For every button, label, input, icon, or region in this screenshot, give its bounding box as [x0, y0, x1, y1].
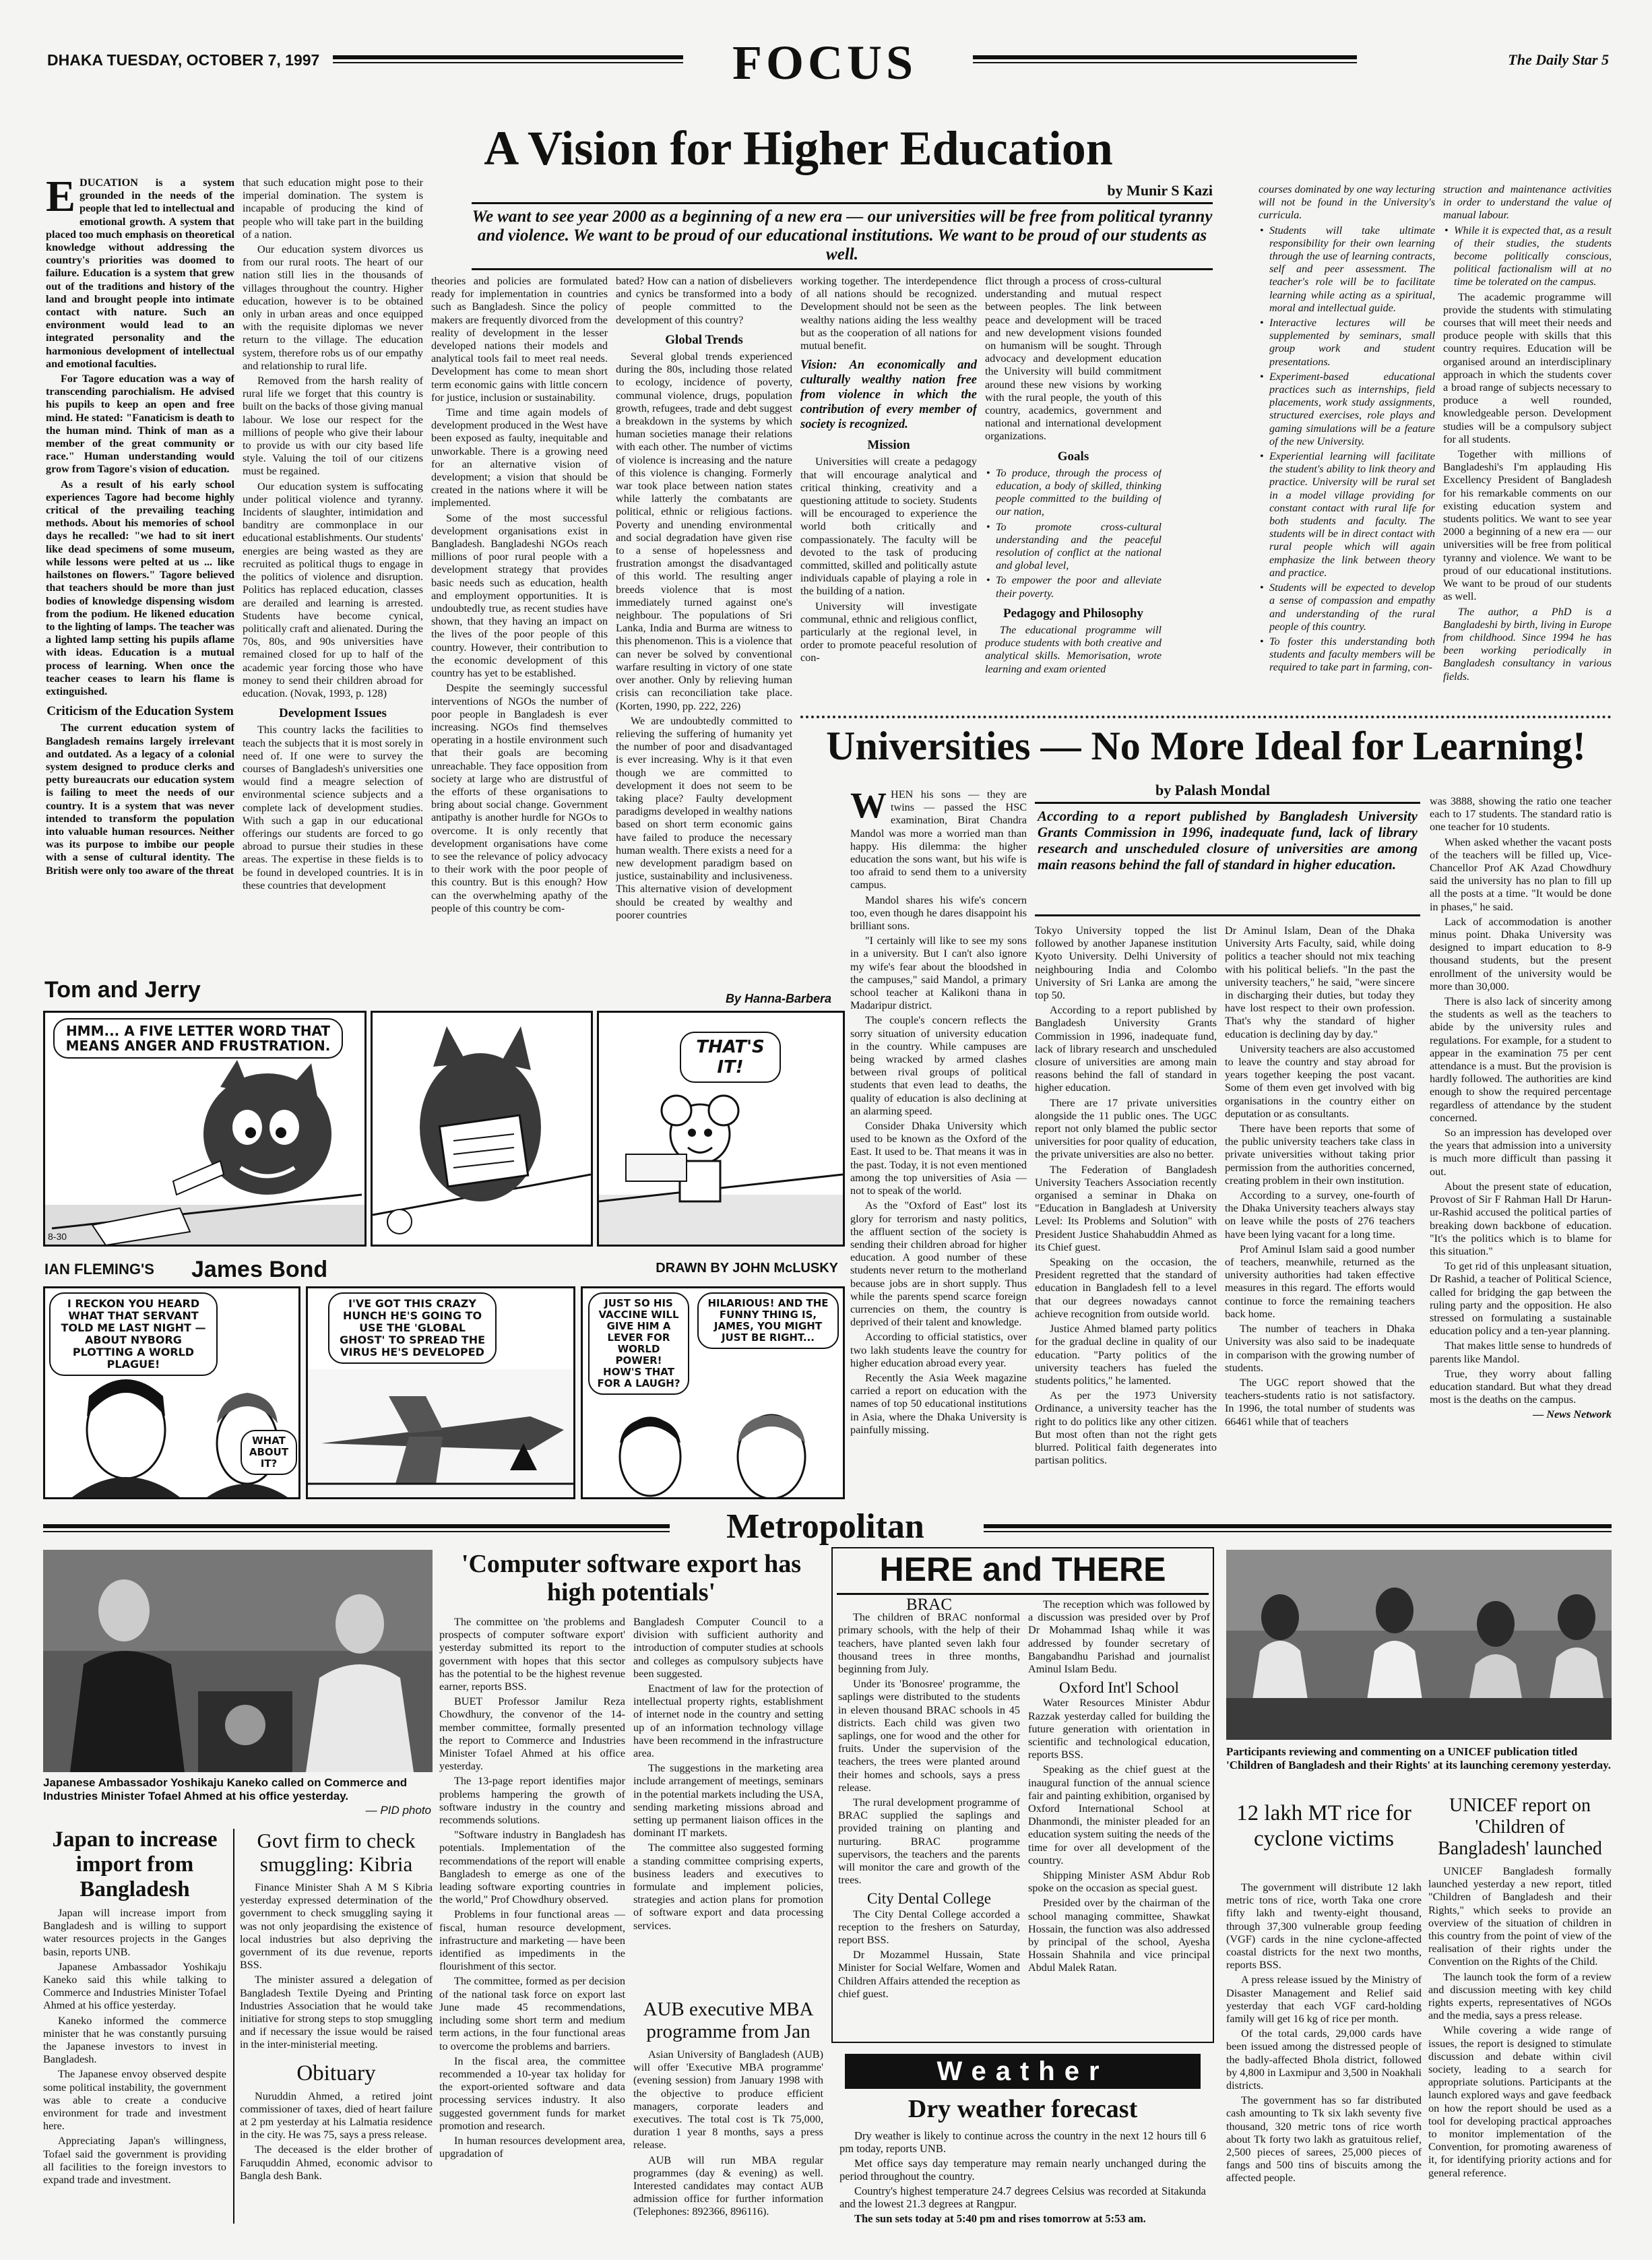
section-title: FOCUS [732, 36, 918, 90]
universities-para: Lack of accommodation is another minus point. Dhaka University was designed to impart education to 8-9 thousand students, but the present enrollment of the university would be more than 30,000. [1430, 915, 1612, 993]
vision-para: working together. The interdependence of all nations should be recognized. Development should not be seen as the wealthy nations aiding the less wealthy but as the cooperation of all nations for mutual benefit. [800, 275, 977, 352]
vision-subhead: Criticism of the Education System [46, 704, 234, 719]
software-para: "Software industry in Bangladesh has potentials. Implementation of the recommendations of the report will enable Bangladesh to emerge as one of the leading software exporting countries in the world," Prof Chowdhury observed. [439, 1829, 625, 1906]
weather-para: Dry weather is likely to continue across the country in the next 12 hours till 6 pm today, reports UNB. [839, 2129, 1206, 2155]
oxford-para: Shipping Minister ASM Abdur Rob spoke on the occasion as special guest. [1028, 1869, 1210, 1895]
weather-box [831, 2050, 1214, 2226]
software-para: The committee also suggested forming a standing committee comprising experts, business leaders and executives to formulate and implement policies, strategies and action plans for promotion of software export and data processing services. [633, 1842, 823, 1932]
james-bond-strip [43, 1257, 845, 1499]
universities-para: According to a report published by Bangladesh University Grants Commission in 1996, inadequate fund, lack of library research and unscheduled closure of universities are among main reasons behind the fall of standard in higher education. [1035, 1004, 1217, 1094]
tom-reading-illustration [373, 1013, 591, 1245]
obituary-para: Nuruddin Ahmed, a retired joint commissioner of taxes, died of heart failure at 2 pm yesterday at his Lalmatia residence in the city. He was 75, says a press release. [240, 2090, 433, 2141]
pedagogy-bullet: • To foster this understanding both students and faculty members will be required to take part in farming, con- [1259, 635, 1435, 674]
japan-article [43, 1907, 226, 2224]
oxford-para: Speaking as the chief guest at the inaugural function of the annual science fair and painting exhibition, organised by Oxford International School at Dhanmondi, the minister pleaded for an education system suiting the needs of the time for over all development of the country. [1028, 1763, 1210, 1866]
kibria-para: The minister assured a delegation of Bangladesh Textile Dyeing and Printing Industries Association that he would take initiative for strong steps to stop smuggling and if necessary the issue would be raised in the inter-ministerial meeting. [240, 1974, 433, 2051]
photo-credit: — PID photo [365, 1804, 431, 1817]
vision-deck-top-rule [472, 202, 1213, 204]
masthead-rule-right-2 [973, 62, 1357, 63]
weather-para: The sun sets today at 5:40 pm and rises tomorrow at 5:53 am. [854, 2212, 1146, 2225]
vision-para: For Tagore education was a way of transcending parochialism. He advised his pupils to keep an open and free mind. He stated: "Fanaticism is death to the human mind. Think of man as a member of the great community or race." Human understanding would grow from Tagore's vision of education. [46, 373, 234, 476]
speech-bubble: HILARIOUS! AND THE FUNNY THING IS, JAMES, YOU MIGHT JUST BE RIGHT... [697, 1292, 839, 1349]
vision-statement: Vision: An economically and culturally wealthy nation free from violence in which the contribution of every member of society is recognized. [800, 358, 977, 432]
vision-para: This country lacks the facilities to teach the subjects that it is most sorely in need of. If one were to survey the courses of Bangladesh's universities one would find a meagre selection of environmental science subjects and a complete lack of development studies. With such a gap in our educational offerings our students are forced to go abroad to pursue their studies in these areas. The expertise in these fields is to be found in developed countries. It is in these countries that development [243, 724, 423, 891]
japan-para: Japanese Ambassador Yoshikaju Kaneko said this while talking to Commerce and Industries Minister Tofael Ahmed at his office yesterday. [43, 1960, 226, 2012]
software-para: Enactment of law for the protection of intellectual property rights, establishment of internet node in the country and setting up of an information technology village have been recommend in the infrastructure area. [633, 1683, 823, 1760]
oxford-para: Water Resources Minister Abdur Razzak yesterday called for building the future generation with orientation in scientific and technological education, reports BSS. [1028, 1697, 1210, 1761]
universities-para: As per the 1973 University Ordinance, a university teacher has the right to do politics like any other citizen. But most often than not the right gets blurred. Political faith degenerates into partisan politics. [1035, 1389, 1217, 1467]
universities-para: There is also lack of sincerity among the students as well as the teachers to abide by the university rules and regulations. For example, for a student to appear in the examination 75 per cent attendance is a must. But the provision is hardly followed. The authorities are kind enough to show the required percentage regardless of attendance by the student concerned. [1430, 995, 1612, 1124]
universities-para: "I certainly will like to see my sons in a university. But I can't also ignore my wife's fear about the bloodshed in the campuses," said Mandol, a primary school teacher at Kalikoni thana in Madaripur district. [850, 935, 1027, 1012]
universities-para: That makes little sense to hundreds of parents like Mandol. [1430, 1340, 1612, 1365]
paper-page-number: The Daily Star 5 [1508, 51, 1609, 68]
tom-panel-3 [597, 1011, 845, 1247]
tom-and-jerry-strip [43, 977, 845, 1250]
vision-para: Removed from the harsh reality of rural life we forget that this country is built on the backs of those giving manual labour. We lose our respect for the millions of people who give their labour to provide us with our city based life style. Valuing the toil of our citizens must be regained. [243, 375, 423, 478]
dateline: DHAKA TUESDAY, OCTOBER 7, 1997 [47, 51, 320, 69]
unicef-photo [1226, 1550, 1612, 1740]
vision-para: We are undoubtedly committed to relieving the suffering of humanity yet the number of poor and disadvantaged is ever increasing. Why is it that even though we are committed to development it does not seem to be taking place? Faulty development paradigms developed in wealthy nations based on short term economic gains have failed to produce the necessary human wealth. There exists a need for a new development paradigm based on justice, sustainability and inclusiveness. This alternative vision of development should be created by wealthy and poorer countries [616, 714, 792, 921]
metro-rule-left-2 [43, 1531, 670, 1532]
vision-para: courses dominated by one way lecturing will not be found in the University's curricula. [1259, 183, 1435, 222]
pedagogy-bullet: • Students will be expected to develop a sense of compassion and empathy and understanding of the rural people of this country. [1259, 582, 1435, 633]
weather-headline: Dry weather forecast [908, 2095, 1138, 2123]
universities-deck [1035, 802, 1420, 916]
here-and-there-box [831, 1547, 1214, 2043]
vision-para: As a result of his early school experiences Tagore had become highly critical of the prevailing teaching methods. About his memories of school days he recalled: "we had to sit inert like dead specimens of some museum, while lessons were pelted at us ... like hailstones on flowers." Tagore believed that teachers should be more than just bodies of knowledge dispensing wisdom from the podium. He likened education to the lighting of lamps. The teacher was a lighted lamp setting his pupils aflame with ideas. Education is a mutual process of learning. When once the teacher ceases to learn his flame is extinguished. [46, 478, 234, 697]
aub-para: Asian University of Bangladesh (AUB) will offer 'Executive MBA programme' (evening session) from January 1998 with the objective to produce efficient managers, corporate leaders and executives. The total cost is Tk 75,000, duration 1 year 8 months, says a press release. [633, 2048, 823, 2152]
universities-column-4 [1430, 795, 1612, 1496]
weather-para: Met office says day temperature may remain nearly unchanged during the period throughout the country. [839, 2157, 1206, 2183]
vision-column-3 [431, 275, 608, 964]
pedagogy-bullet: • Experiment-based educational practices such as internships, field placements, work study assignments, structured exercises, role plays and gaming simulations will be a feature of the new University. [1259, 371, 1435, 448]
japan-para: Japan will increase import from Bangladesh and is willing to support water resources projects in the Ganges basin, reports UNB. [43, 1907, 226, 1958]
software-para: BUET Professor Jamilur Reza Chowdhury, the convenor of the 14-member committee, formally presented the report to Commerce and Industries Minister Tofael Ahmed at his office yesterday. [439, 1695, 625, 1773]
universities-para: University teachers are also accustomed to leave the country and stay abroad for years together keeping the post vacant. Some of them even get involved with big organisations in the country either on deputation or as consultants. [1225, 1042, 1415, 1120]
rice-para: Of the total cards, 29,000 cards have been issued among the distressed people of the badly-affected Bhola district, followed by 4,800 in Laxmipur and 3,500 in Noakhali districts. [1226, 2028, 1422, 2092]
software-para: The committee, formed as per decision of the national task force on export last June made 45 recommendations, including some short term and medium term actions, in the four functional areas to overcome the problems and barriers. [439, 1975, 625, 2052]
here-column-1 [838, 1598, 1020, 2040]
software-headline: 'Computer software export has high potentials' [461, 1550, 802, 1606]
universities-para: Speaking on the occasion, the President regretted that the standard of education in Bangladesh fell to a level that our degrees nowadays cannot achieve recognition from outside world. [1035, 1256, 1217, 1320]
vision-para: bated? How can a nation of disbelievers and cynics be transformed into a body of people committed to the development of this country? [616, 275, 792, 326]
vision-para: The educational programme will produce students with both creative and analytical skills. Memorisation, wrote learning and exam oriented [985, 624, 1162, 675]
universities-para: The UGC report showed that the teachers-students ratio is not satisfactory. In 1996, the total number of students was 66461 while that of teachers [1225, 1376, 1415, 1428]
goal-item: • To produce, through the process of education, a body of skilled, thinking people committed to the building of our nation, [985, 467, 1162, 519]
vision-column-4 [616, 275, 792, 964]
rice-para: The government has so far distributed cash amounting to Tk six lakh seventy five thousand, 320 metric tons of rice worth about Tk forty two lakh as gratuitous relief, 2,500 pieces of sarees, 25,000 pieces of fangs and 500 tins of biscuits among the affected people. [1226, 2094, 1422, 2185]
weather-banner-text: Weather [936, 2057, 1109, 2086]
masthead-rule-left [333, 55, 683, 59]
tom-date: 8-30 [48, 1231, 67, 1242]
vision-title: A Vision for Higher Education [484, 121, 1113, 175]
pedagogy-bullet: • Students will take ultimate responsibility for their own learning through the use of learning contracts, self and peer assessment. The teacher's role will be to facilitate learning while acting as a spiritual, moral and intellectual guide. [1259, 224, 1435, 315]
universities-deck-text: According to a report published by Bangladesh University Grants Commission in 1996, inadequate fund, lack of library research and unscheduled closure of universities are among main reasons behind the fall of standard in higher education. [1038, 808, 1418, 873]
here-rule [837, 1593, 1209, 1595]
universities-para: The Federation of Bangladesh University Teachers Association recently organised a seminar in Dhaka on "Education in Bangladesh at University Level: Its Problems and Solution" with President Justice Shahabuddin Ahmed as its Chief guest. [1035, 1163, 1217, 1253]
vision-byline: by Munir S Kazi [1107, 182, 1213, 199]
city-dental-headline: City Dental College [867, 1890, 991, 1908]
kibria-headline: Govt firm to check smuggling: Kibria [257, 1829, 416, 1876]
masthead-rule-left-2 [333, 62, 683, 63]
universities-para: The number of teachers in Dhaka University was also said to be inadequate in comparison with the growing number of students. [1225, 1323, 1415, 1374]
vision-para: struction and maintenance activities in order to understand the value of manual labour. [1443, 183, 1612, 222]
photo-caption: Japanese Ambassador Yoshikaju Kaneko called on Commerce and Industries Minister Tofael Ahmed at his office yesterday. [43, 1776, 408, 1802]
obituary-headline: Obituary [296, 2061, 376, 2085]
vision-column-8 [1443, 183, 1612, 706]
software-column-2 [633, 1616, 823, 1993]
goal-item: • To empower the poor and alleviate their poverty. [985, 574, 1162, 600]
software-para: The 13-page report identifies major problems hampering the growth of software industry in the country and recommends solutions. [439, 1775, 625, 1827]
vision-subhead: Pedagogy and Philosophy [1003, 606, 1143, 621]
ambassador-photo [43, 1550, 433, 1772]
vision-para: Our education system is suffocating under political violence and tyranny. Incidents of slaughter, intimidation and banditry are commonplace in our educational establishments. Our students' energies are being wasted as they are recruited as political thugs to engage in the politics of violence and disruption. Politics has replaced education, classes are derailed and learning is arrested. Students have become cynical, politically craft and alienated. During the 70s, 80s, and 90s universities have remained closed for up to half of the academic year forcing those who have money to send their children abroad for education. (Novak, 1993, p. 128) [243, 480, 423, 699]
vision-para: Several global trends experienced during the 80s, including those related to ecology, incidence of poverty, communal violence, drugs, population growth, refugees, trade and debt suggest a breakdown in the systems by which human societies manage their relations with each other. The number of victims of violence is increasing and the nature of this violence is changing. Formerly war took place between nation states while latterly the combatants are political, ethnic or religious factions. Poverty and unending environmental and social degradation have given rise to a sense of hopelessness and frustration amongst the disadvantaged of this world. The resulting anger breeds violence that is most immediately turned against one's neighbour. The populations of Sri Lanka, India and Burma are witness to this phenomenon. This is a violence that can never be solved by conventional warfare resulting in victory of one state over another. Only by relieving human crisis can reconciliation take place. (Korten, 1990, pp. 222, 226) [616, 350, 792, 712]
universities-para: Recently the Asia Week magazine carried a report on education with the names of top 50 educational institutions in Asia, where the Dhaka University is painfully missing. [850, 1371, 1027, 1436]
tom-cat-illustration [45, 1060, 364, 1245]
kibria-box [233, 1829, 433, 2224]
metro-rule-left [43, 1524, 670, 1528]
japan-para: The Japanese envoy observed despite some political instability, the government was able to create a conducive environment for trade and investment here. [43, 2068, 226, 2133]
vision-subhead: Development Issues [279, 706, 387, 721]
tom-credit: By Hanna-Barbera [725, 992, 831, 1005]
vision-para: theories and policies are formulated ready for implementation in countries such as Bangladesh. Since the policy makers are frequently divorced from the reality of development in the lesser developed nations their models and analytical tools fail to meet real needs. Development has come to mean short term economic gains with little concern for justice, inclusion or sustainability. [431, 275, 608, 404]
universities-para: About the present state of education, Provost of Sir F Rahman Hall Dr Harun-ur-Rashid accused the political parties of breaking down backbone of education. "It's the politics which is to blame for this situation." [1430, 1180, 1612, 1257]
universities-para: True, they worry about falling education standard. But what they dread most is the deaths on the campus. [1430, 1367, 1612, 1406]
vision-deck-bottom-rule [472, 268, 1213, 270]
page-masthead [43, 36, 1613, 90]
bond-title: James Bond [191, 1257, 328, 1282]
software-para: The suggestions in the marketing area include arrangement of meetings, seminars in the potential markets including the USA, sending marketing missions abroad and setting up permanent liaison offices in the dominant IT markets. [633, 1762, 823, 1840]
speech-bubble: HMM... A FIVE LETTER WORD THAT MEANS ANGER AND FRUSTRATION. [53, 1018, 343, 1059]
vision-para: The current education system of Bangladesh remains largely irrelevant and outdated. As a legacy of a colonial system designed to produce clerks and petty bureaucrats our education system is failing to meet the needs of our country. It is a system that was never intended to transform the population into valuable human resources. Neither was its purpose to imbibe our people with a sense of cultural identity. The British were only too aware of the threat [46, 722, 234, 877]
pedagogy-bullet: • Experiential learning will facilitate the student's ability to link theory and practice. University will be rural set in a model village providing for constant contact with rural life for both students and faculty. The students will be in direct contact with rural people which will again emphasize the link between theory and practice. [1259, 450, 1435, 579]
universities-para: Justice Ahmed blamed party politics for the gradual decline in quality of our education. "Party politics of the university teachers has fueled the students politics," he lamented. [1035, 1323, 1217, 1387]
weather-article [839, 2129, 1206, 2227]
software-para: In human resources development area, upgradation of [439, 2134, 625, 2160]
weather-para: Country's highest temperature 24.7 degrees Celsius was recorded at Sitakunda and the lowest 21.3 degrees at Rangpur. [839, 2185, 1206, 2210]
bond-series-label: IAN FLEMING'S [44, 1261, 154, 1278]
goal-item: • To promote cross-cultural understanding and the peaceful resolution of conflict at the national and global level, [985, 521, 1162, 573]
bond-character-illustration [45, 1356, 298, 1497]
masthead-rule-right [973, 55, 1357, 59]
vision-column-6 [985, 275, 1162, 706]
vision-para: University will investigate communal, ethnic and religious conflict, particularly at the regional level, in order to promote peaceful resolution of con- [800, 600, 977, 664]
japan-para: Kaneko informed the commerce minister that he was constantly pursuing the Japanese investors to invest in Bangladesh. [43, 2014, 226, 2066]
vision-para: Together with millions of Bangladeshi's I'm applauding His Excellency President of Bangladesh for his remarkable comments on our existing education system and students politics. We want to see year 2000 a beginning of a new era — our universities will be free from political tyranny and violence. We want to be proud of our educational institutions. We want to be proud of our students as well. [1443, 448, 1612, 603]
vision-column-7 [1259, 183, 1435, 706]
universities-para: HEN his sons — they are twins — passed the HSC examination, Birat Chandra Mandol was more a worried man than happy. His dilemma: the higher education the sons want, but his wife is too afraid to send them to a university campus. [850, 788, 1027, 891]
here-column-2 [1028, 1598, 1210, 2040]
unicef-article [1428, 1865, 1612, 2225]
bond-panel-3 [581, 1286, 845, 1499]
vision-dropcap: E [46, 177, 76, 221]
universities-para: Consider Dhaka University which used to be known as the Oxford of the East. It used to be. That means it was in the past. Today, it is not even mentioned among the top universities of Asia — not to speak of the world. [850, 1120, 1027, 1197]
metro-rule-right [984, 1524, 1612, 1528]
photo-caption: Participants reviewing and commenting on a UNICEF publication titled 'Children of Bangladesh and their Rights' at its launching ceremony yesterday. [1226, 1745, 1611, 1771]
vision-column-1 [46, 177, 234, 964]
universities-para: Prof Aminul Islam said a good number of teachers, meanwhile, returned as the university authorities had taken effective measures in this regard. The efforts would continue to force the remaining teachers back home. [1225, 1243, 1415, 1320]
city-dental-para: The reception which was followed by a discussion was presided over by Prof Dr Mohammad Ishaq while it was addressed by founder secretary of Bangabandhu Parishad and journalist Aminul Islam Bedu. [1028, 1598, 1210, 1676]
speech-bubble: I RECKON YOU HEARD WHAT THAT SERVANT TOLD ME LAST NIGHT — ABOUT NYBORG PLOTTING A WORLD PLAGUE! [49, 1292, 218, 1376]
kibria-para: Finance Minister Shah A M S Kibria yesterday expressed determination of the government to check smuggling saying it was not only jeopardising the existence of local industries but also depriving the government of its due revenue, reports BSS. [240, 1881, 433, 1972]
vision-para: The academic programme will provide the students with stimulating courses that will meet their needs and produce people with skills that this country requires. Education will be organised around an interdisciplinary approach in which the students cover a broad range of subjects necessary to produce a well rounded, knowledgeable person. Development studies will be a compulsory subject for all students. [1443, 290, 1612, 445]
weather-banner [845, 2054, 1201, 2089]
universities-para: Mandol shares his wife's concern too, even though he dares disappoint his brilliant sons. [850, 893, 1027, 933]
brac-para: The children of BRAC nonformal primary schools, with the help of their teachers, have planted seven lakh four thousand trees in three months, beginning from July. [838, 1611, 1020, 1676]
here-and-there-title: HERE and THERE [879, 1550, 1166, 1588]
vision-deck: We want to see year 2000 as a beginning of a new era — our universities will be free from political tyranny and violence. We want to be proud of our educational institutions. We want to be proud of our students as well. [472, 208, 1213, 263]
dotted-divider [800, 716, 1612, 718]
vision-para: that such education might pose to their imperial domination. The system is incapable of producing the kind of people who will take part in the building of a nation. [243, 177, 423, 241]
universities-para: As the "Oxford of East" lost its glory for terrorism and nasty politics, the affluent section of the society is sending their children abroad for higher education. A good number of these students never return to the motherland because jobs are in short supply. Thus while the parents spend scarce foreign currencies on them, the country is deprived of their talent and knowledge. [850, 1199, 1027, 1329]
bond-credit: DRAWN BY JOHN McLUSKY [656, 1261, 838, 1276]
vision-column-5 [800, 275, 977, 706]
universities-credit: — News Network [1533, 1408, 1612, 1421]
universities-para: According to official statistics, over two lakh students leave the country for higher education abroad every year. [850, 1331, 1027, 1369]
city-dental-para: Dr Mozammel Hussain, State Minister for Social Welfare, Women and Children Affairs attended the reception as chief guest. [838, 1949, 1020, 2000]
japan-para: Appreciating Japan's willingness, Tofael said the government is providing all facilities to the foreign investors to expand trade and investment. [43, 2135, 226, 2187]
obituary-article [240, 2090, 433, 2183]
vision-para: Universities will create a pedagogy that will encourage analytical and critical thinking, creativity and a questioning attitude to society. Students will be encouraged to experience the world both critically and compassionately. The faculty will be devoted to the task of producing committed, skilled and politically astute individuals capable of playing a role in the building of a nation. [800, 456, 977, 598]
universities-column-3 [1225, 924, 1415, 1496]
japan-headline: Japan to increase import from Bangladesh [52, 1827, 218, 1902]
universities-para: There are 17 private universities alongside the 11 public ones. The UGC report not only blamed the public sector universities for poor quality of education, the private universities are also no better. [1035, 1096, 1217, 1161]
universities-para: Tokyo University topped the list followed by another Japanese institution Kyoto University. Delhi University of neighbouring India and Colombo University of Sri Lanka are among the top 50. [1035, 924, 1217, 1002]
vision-para: Despite the seemingly successful interventions of NGOs the number of poor people in Bangladesh is ever increasing. NGOs find themselves operating in a hostile environment such that their goals are becoming unreachable. They face opposition from society at large who are distrustful of the efforts of these organisations to bring about social change. Government antipathy is another hurdle for NGOs to overcome. It is only recently that development organisations have come to see the relevance of policy advocacy to their work with the poor people of this country. But is this enough? How can the overwhelming apathy of the people of this country be com- [431, 682, 608, 914]
kibria-article [240, 1881, 433, 2052]
author-note: The author, a PhD is a Bangladeshi by birth, living in Europe from childhood. Since 1994 he has been working periodically in Bangladesh consultancy in various fields. [1443, 605, 1612, 683]
oxford-para: Presided over by the chairman of the school managing committee, Shawkat Hossain, the function was also addressed by principal of the school, Ayesha Hossain Shahnila and vice principal Abdul Malek Ratan. [1028, 1897, 1210, 1974]
unicef-para: The launch took the form of a review and discussion meeting with key child rights experts, representatives of NGOs and the media, says a press release. [1428, 1970, 1612, 2022]
software-para: Bangladesh Computer Council to a division with sufficient authority and introduction of computer studies at schools and colleges as compulsory subjects have been suggested. [633, 1616, 823, 1680]
vision-column-2 [243, 177, 423, 964]
vision-subhead: Goals [1057, 449, 1089, 464]
universities-para: Dr Aminul Islam, Dean of the Dhaka University Arts Faculty, said, while doing politics a teacher should not mix teaching with his political beliefs. "In the past the university teachers," he said, "were sincere in discharging their duties, but today they have lost respect to their own profession. That's why the standard of higher education is declining day by day." [1225, 924, 1415, 1040]
pedagogy-bullet: • Interactive lectures will be supplemented by seminars, small group work and student presentations. [1259, 317, 1435, 369]
speech-bubble: WHAT ABOUT IT? [241, 1430, 297, 1475]
universities-title: Universities — No More Ideal for Learning! [826, 724, 1586, 768]
software-para: The committee on 'the problems and prospects of computer software export' yesterday submitted its report to the government with hopes that this sector has the potential to be the highest revenue earner, reports BSS. [439, 1616, 625, 1693]
universities-para: To get rid of this unpleasant situation, Dr Rashid, a teacher of Political Science, called for bridging the gap between the ruling party and the opposition. He also stressed on formulating a sustainable education policy and a ten-year planning. [1430, 1260, 1612, 1338]
bond-characters-illustration [583, 1403, 843, 1497]
vision-para: DUCATION is a system grounded in the needs of the people that led to intellectual and emotional growth. A system that placed too much emphasis on theoretical knowledge without addressing the country's priorities was doomed to failure. Education is a system that grew out of the traditions and history of the land and brought people into intimate contact with nature. Such an environment would lead to an integrated personality and the harmonious development of intellectual and emotional faculties. [46, 177, 234, 370]
aub-headline: AUB executive MBA programme from Jan [643, 1999, 814, 2042]
rice-article [1226, 1881, 1422, 2225]
brac-para: Under its 'Bonosree' programme, the saplings were distributed to the students in eleven thousand BRAC schools in 45 districts. Each child was given two saplings, one for wood and the other for fruits. Under the supervision of the teachers, the trees were planted around their homes and schools, says a press release. [838, 1678, 1020, 1794]
universities-para: was 3888, showing the ratio one teacher each to 17 students. The standard ratio is one teacher for 10 students. [1430, 795, 1612, 834]
unicef-para: While covering a wide range of issues, the report is designed to stimulate discussion and debate within civil society, leading to a search for appropriate solutions. Participants at the launch explored ways and gave feedback on how the report should be used as a tool for developing practical approaches to monitor implementation of the Convention, for promoting awareness of it, for identifying priority actions and for general reference. [1428, 2024, 1612, 2179]
unicef-launch-photo [1226, 1550, 1612, 1740]
software-column-1 [439, 1616, 625, 2222]
software-para: Problems in four functional areas — fiscal, human resource development, infrastructure and marketing — have been identified as impediments in the flourishment of this sector. [439, 1908, 625, 1973]
vision-para: flict through a process of cross-cultural understanding and mutual respect between peoples. The link between peace and development will be traced and new development visions founded on humanism will be sought. Through advocacy and development education the University will build commitment around these new visions by working with the rural people, the youth of this country, academics, government and national and international development organizations. [985, 275, 1162, 443]
aub-article [633, 2048, 823, 2224]
pedagogy-bullet: • While it is expected that, as a result of their studies, the students become politically conscious, political factionalism will at no time be tolerated on the campus. [1443, 224, 1612, 289]
vision-para: Our education system divorces us from our rural roots. The heart of our nation still lies in the thousands of villages throughout the country. Higher education, however is to be obtained only in urban areas and once equipped with the requisite diplomas we never return to the village. The education system, therefore robs us of our empathy and relationship to rural life. [243, 243, 423, 372]
vision-subhead: Mission [867, 438, 910, 453]
universities-column-2 [1035, 924, 1217, 1496]
metro-section-title: Metropolitan [726, 1507, 924, 1546]
speech-bubble: JUST SO HIS VACCINE WILL GIVE HIM A LEVER FOR WORLD POWER! HOW'S THAT FOR A LAUGH? [588, 1292, 689, 1395]
obituary-para: The deceased is the elder brother of Faruquddin Ahmed, economic advisor to Bangla desh Bank. [240, 2143, 433, 2182]
universities-para: The couple's concern reflects the sorry situation of university education in the country. While campuses are being wracked by armed clashes between rival groups of political students that even lead to deaths, the quality of education is also declining at an alarming speed. [850, 1014, 1027, 1117]
rice-headline: 12 lakh MT rice for cyclone victims [1236, 1801, 1411, 1851]
unicef-headline: UNICEF report on 'Children of Bangladesh' launched [1438, 1795, 1602, 1859]
jerry-mouse-illustration [599, 1073, 843, 1245]
universities-para: There have been reports that some of the public university teachers take class in private universities without taking prior permission from the authorities concerned, creating problem in their own institution. [1225, 1123, 1415, 1187]
rice-para: A press release issued by the Ministry of Disaster Management and Relief said yesterday that each VGF card-holding family will get 16 kg of rice per month. [1226, 1974, 1422, 2026]
brac-para: The rural development programme of BRAC supplied the saplings and provided training on planting and nurturing. BRAC programme supervisors, the teachers and the parents will monitor the care and growth of the trees. [838, 1796, 1020, 1887]
universities-para: So an impression has developed over the years that admission into a university is much more difficult than passing it out. [1430, 1127, 1612, 1178]
tom-panel-1 [43, 1011, 367, 1247]
bond-panel-2 [306, 1286, 575, 1499]
oxford-headline: Oxford Int'l School [1059, 1679, 1179, 1697]
brac-headline: BRAC [906, 1598, 953, 1614]
tom-title: Tom and Jerry [44, 977, 201, 1003]
speech-bubble: I'VE GOT THIS CRAZY HUNCH HE'S GOING TO USE THE 'GLOBAL GHOST' TO SPREAD THE VIRUS HE'S DEVELOPED [328, 1292, 497, 1364]
bond-panel-1 [43, 1286, 300, 1499]
universities-byline: by Palash Mondal [1155, 782, 1270, 798]
aub-para: AUB will run MBA regular programmes (day & evening) as well. Interested candidates may contact AUB admission office for further information (Telephones: 892366, 896116). [633, 2154, 823, 2218]
vision-para: Time and time again models of development produced in the West have been exposed as faulty, inequitable and unworkable. There is a growing need for an alternative vision of development; a vision that should be created in the nations where it will be implemented. [431, 406, 608, 509]
rice-para: The government will distribute 12 lakh metric tons of rice, worth Taka one crore fifty lakh and twenty-eight thousand, through 37,300 vulnerable group feeding (VGF) cards in the nine cyclone-affected coastal districts for the next two months, reports BSS. [1226, 1881, 1422, 1972]
universities-para: When asked whether the vacant posts of the teachers will be filled up, Vice-Chancellor Prof AK Azad Chowdhury said the university has no plan to fill up all the posts at a time. "It would be done in phases," he said. [1430, 836, 1612, 913]
unicef-para: UNICEF Bangladesh formally launched yesterday a new report, titled "Children of Bangladesh and their Rights," which seeks to provide an overview of the situation of children in this country from the point of view of the realisation of their rights under the Convention on the Rights of the Child. [1428, 1865, 1612, 1968]
city-dental-para: The City Dental College accorded a reception to the freshers on Saturday, report BSS. [838, 1908, 1020, 1947]
tom-panel-2 [371, 1011, 593, 1247]
metro-rule-right-2 [984, 1531, 1612, 1532]
universities-column-1 [850, 788, 1027, 1496]
vision-para: Some of the most successful development organisations exist in Bangladesh. Bangladeshi NGOs reach millions of poor rural people with a development strategy that provides basic needs such as education, health and employment opportunities. It is undoubtedly true, as recent studies have shown, that they having an impact on the lives of the poor people of this country. However, their contribution to the economic development of this country has yet to be established. [431, 511, 608, 680]
ambassador-meeting-photo [43, 1550, 433, 1772]
speech-bubble: THAT'S IT! [680, 1032, 781, 1083]
universities-para: According to a survey, one-fourth of the Dhaka University teachers always stay on leave while the posts of 276 teachers have been lying vacant for a long time. [1225, 1189, 1415, 1241]
airship-illustration [308, 1369, 573, 1497]
vision-subhead: Global Trends [665, 332, 743, 347]
universities-dropcap: W [850, 788, 887, 825]
software-para: In the fiscal area, the committee recommended a 10-year tax holiday for the export-oriented software and data processing services industry. It also suggested government funds for market promotion and research. [439, 2054, 625, 2132]
